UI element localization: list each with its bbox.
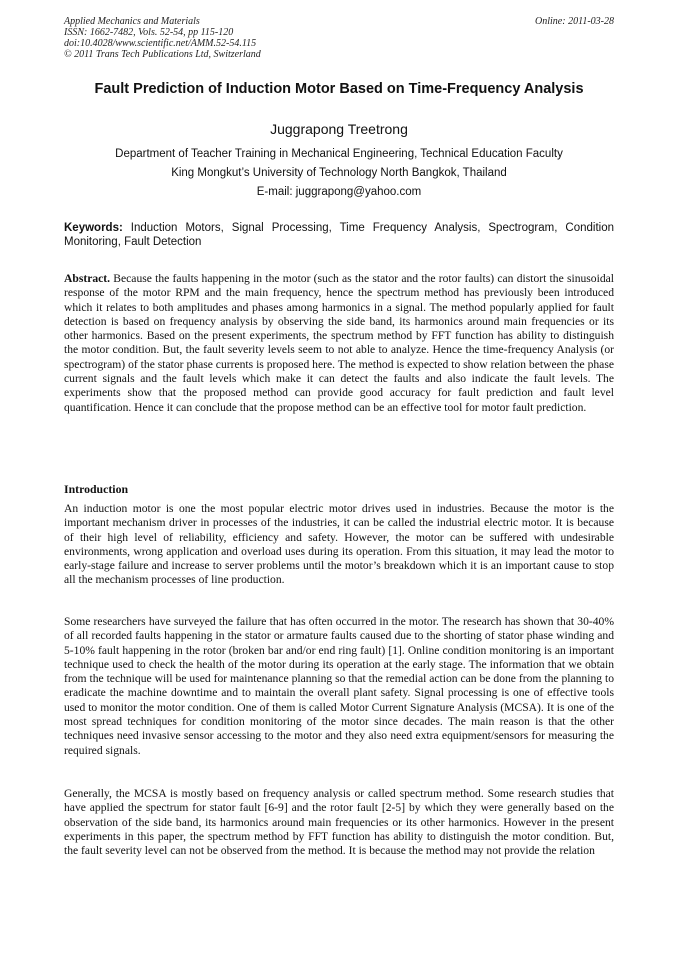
introduction-heading: Introduction [64, 482, 129, 496]
paper-title: Fault Prediction of Induction Motor Based on Time-Frequency Analysis [94, 81, 584, 97]
abstract-text: Because the faults happening in the motor (such as the stator and the rotor faults) can distort the sinusoidal response of the motor RPM and the main frequency, hence the spectrum method has previously been introduced which it relates to both amplitudes and phases among harmonics in a signal. The method popularly applied for fault detection is based on frequency analysis by observing the side band, its harmonics around main frequencies or its other harmonics. Based on the present experiments, the spectrum method by FFT function has ability to distinguish the motor condition. But, the fault severity levels seem to not able to analyze. Hence the time-frequency Analysis (or spectrogram) of the stator phase currents is proposed here. The method is expected to show relation between the phase current signals and the fault levels which make it can detect the faults and also indicate the fault levels. The experiments show that the proposed method can provide good accuracy for fault prediction and fault level quantification. Hence it can conclude that the propose method can be an effective tool for motor fault prediction. [64, 272, 614, 414]
introduction-paragraph-2: Some researchers have surveyed the failure that has often occurred in the motor. The research has shown that 30-40% of all recorded faults happening in the stator or armature faults caused due to the shorting of stator phase winding and 5-10% fault happening in the rotor (broken bar and/or end ring fault) [1]. Online condition monitoring is an important technique used to check the health of the motor during its operation at the early stage. The information that we obtain from the technique will be used for maintenance planning so that the remedial action can be done from the planning to eradicate the machine downtime and to maintain the overall plant safety. Signal processing is one of effective tools used to monitor the motor condition. One of them is called Motor Current Signature Analysis (MCSA). It is one of the most spread techniques for condition monitoring of the motor since decades. The main reason is that the other techniques need invasive sensor accessing to the motor and they also need extra equipment/sensors for measuring the required signals. [64, 615, 614, 757]
author-name: Juggrapong Treetrong [270, 121, 408, 137]
abstract [64, 272, 614, 415]
keywords [64, 222, 614, 249]
introduction-paragraph-3: Generally, the MCSA is mostly based on frequency analysis or called spectrum method. Some research studies that have applied the spectrum for stator fault [6-9] and the rotor fault [2-5] by which they were generally based on the observation of the side band, its harmonics around main frequencies or its other harmonics. However in the present experiments in this paper, the spectrum method by FFT function has ability to distinguish the motor condition. But, the fault severity level can not be observed from the method. It is because the method may not provide the relation [64, 787, 614, 858]
keywords-text: Induction Motors, Signal Processing, Time Frequency Analysis, Spectrogram, Condition Monitoring, Fault Detection [64, 222, 614, 248]
affiliation-university: King Mongkut’s University of Technology North Bangkok, Thailand [171, 167, 507, 179]
issn-line: ISSN: 1662-7482, Vols. 52-54, pp 115-120 [64, 27, 234, 38]
copyright-line: © 2011 Trans Tech Publications Ltd, Switzerland [64, 49, 261, 60]
journal-name: Applied Mechanics and Materials [64, 16, 200, 27]
doi-line: doi:10.4028/www.scientific.net/AMM.52-54.115 [64, 38, 257, 49]
online-date: Online: 2011-03-28 [535, 16, 614, 27]
journal-header [64, 16, 614, 60]
author-email: E-mail: juggrapong@yahoo.com [256, 186, 422, 198]
introduction-paragraph-1: An induction motor is one the most popular electric motor drives used in industries. Because the motor is the important mechanism driver in processes of the industries, it can be called the industrial electric motor. It is because of their high level of reliability, efficiency and safety. However, the motor can be suffered with undesirable environments, wrong application and overload uses during its operation. From this situation, it may lead the motor to early-stage failure and increase to server problems until the motor’s breakdown which it is an important cause to stop all the mechanism processes of line production. [64, 502, 614, 587]
affiliation-department: Department of Teacher Training in Mechanical Engineering, Technical Education Faculty [115, 148, 563, 160]
abstract-label: Abstract. [64, 272, 111, 285]
keywords-label: Keywords: [64, 222, 123, 234]
